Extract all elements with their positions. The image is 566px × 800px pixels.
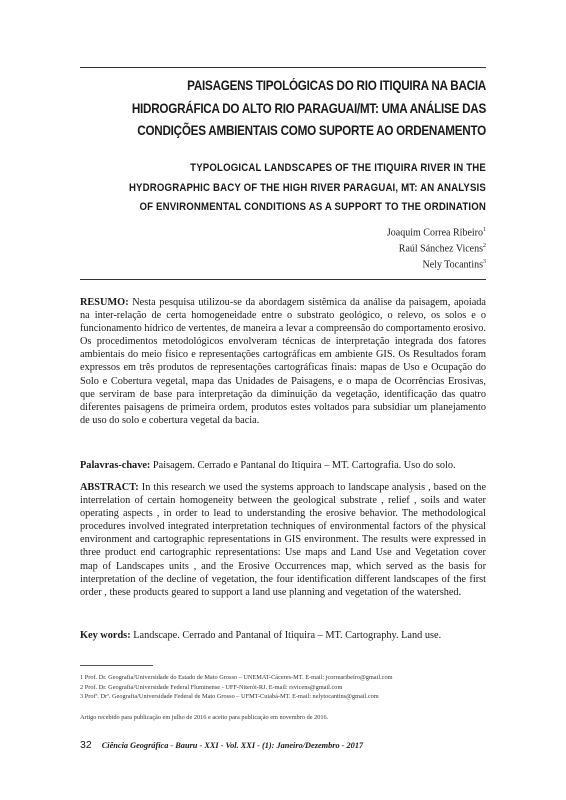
section-rule bbox=[80, 279, 486, 280]
author bbox=[387, 240, 486, 256]
author-footnote-marker: 2 bbox=[483, 242, 486, 249]
page-footer bbox=[80, 739, 500, 752]
keywords-text: Landscape. Cerrado and Pantanal of Itiquira – MT. Cartography. Land use. bbox=[133, 630, 442, 641]
resumo-text: Nesta pesquisa utilizou-se da abordagem sistêmica da análise da paisagem, apoiada na inter-relação de certa homogeneidade entre o substrato geológico, o relevo, os solos e o funcionamento hídrico de vertentes, de maneira a levar a compreensão do comportamento erosivo. Os procedimentos metodológicos envolveram técnicas de interpretação integrada dos fatores ambientais do meio físico e representações cartográficas em ambiente GIS. Os Resultados foram expressos em três produtos de representações cartográficas finais: mapas de Uso e Ocupação do Solo e Cobertura vegetal, mapa das Unidades de Paisagens, e o mapa de Ocorrências Erosivas, que serviram de base para interpretação da diminuição da vegetação, identificação das quatro diferentes paisagens de primeira ordem, produtos estes voltados para subsidiar um planejamento de uso do solo e cobertura vegetal da bacia. bbox=[80, 297, 486, 426]
author-list bbox=[387, 224, 486, 271]
title-en-line: OF ENVIRONMENTAL CONDITIONS AS A SUPPORT TO THE ORDINATION bbox=[139, 201, 486, 213]
title-pt-line: PAISAGENS TIPOLÓGICAS DO RIO ITIQUIRA NA BACIA bbox=[187, 78, 486, 93]
author-name: Nely Tocantins bbox=[422, 258, 483, 270]
author-name: Raúl Sánchez Vicens bbox=[398, 243, 483, 255]
author-footnote-marker: 3 bbox=[483, 258, 486, 265]
received-note: Artigo recebido para publicação em julho de 2016 e aceito para publicação em novembro de 2016. bbox=[80, 714, 329, 721]
keywords-label: Key words: bbox=[80, 630, 131, 641]
author bbox=[387, 224, 486, 240]
title-en-line: TYPOLOGICAL LANDSCAPES OF THE ITIQUIRA RIVER IN THE bbox=[190, 162, 486, 174]
title-en-line: HYDROGRAPHIC BACY OF THE HIGH RIVER PARAGUAI, MT: AN ANALYSIS bbox=[128, 181, 487, 194]
author bbox=[387, 256, 486, 272]
journal-citation: Ciência Geográfica - Bauru - XXI - Vol. XXI - (1): Janeiro/Dezembro - 2017 bbox=[101, 741, 364, 750]
resumo-paragraph bbox=[80, 296, 486, 427]
abstract-label: ABSTRACT: bbox=[80, 482, 139, 493]
footnotes bbox=[80, 673, 486, 702]
footnote: 1 Prof. Dr. Geografia/Universidade do Estado de Mato Grosso – UNEMAT-Cáceres-MT. E-mail: jcorrearibeiro@gmail.com bbox=[80, 674, 393, 681]
page-number: 32 bbox=[80, 739, 92, 751]
title-pt-line: HIDROGRÁFICA DO ALTO RIO PARAGUAI/MT: UMA ANÁLISE DAS bbox=[131, 100, 486, 116]
resumo-label: RESUMO: bbox=[80, 297, 129, 308]
title-pt-line: CONDIÇÕES AMBIENTAIS COMO SUPORTE AO ORDENAMENTO bbox=[137, 123, 487, 138]
title-portuguese bbox=[80, 75, 486, 143]
footnote-rule bbox=[80, 665, 153, 666]
palavras-chave bbox=[80, 459, 486, 472]
footnote: 2 Prof. Dr. Geografia/Universidade Federal Fluminense - UFF-Niterói-RJ. E-mail: rsvicens@gmail.com bbox=[80, 683, 343, 691]
key-words bbox=[80, 629, 486, 642]
palavras-label: Palavras-chave: bbox=[80, 460, 151, 471]
abstract-paragraph bbox=[80, 481, 486, 599]
abstract-text: In this research we used the systems approach to landscape analysis , based on the interrelation of certain homogeneity between the geological substrate , relief , soils and water operating aspects , in order to lead to understanding the erosive behavior. The methodological procedures involved integrated interpretation techniques of environmental factors of the physical environment and cartographic representations in GIS environment. The results were expressed in three product end cartographic representations: Use maps and Land Use and Vegetation cover map of Landscapes units , and the Erosive Occurrences map, which served as the basis for interpretation of the decline of vegetation, the four identification different landscapes of the first order , these products geared to support a land use planning and vegetation of the watershed. bbox=[80, 482, 487, 598]
author-name: Joaquim Correa Ribeiro bbox=[386, 227, 483, 239]
top-rule bbox=[80, 67, 486, 68]
author-footnote-marker: 1 bbox=[483, 227, 486, 233]
footnote: 3 Profª. Drª. Geografia/Universidade Federal de Mato Grosso – UFMT-Cuiabá-MT. E-mail: nelytocantins@gmail.com bbox=[80, 693, 379, 701]
title-english bbox=[80, 159, 486, 218]
palavras-text: Paisagem. Cerrado e Pantanal do Itiquira – MT. Cartografia. Uso do solo. bbox=[152, 460, 456, 471]
